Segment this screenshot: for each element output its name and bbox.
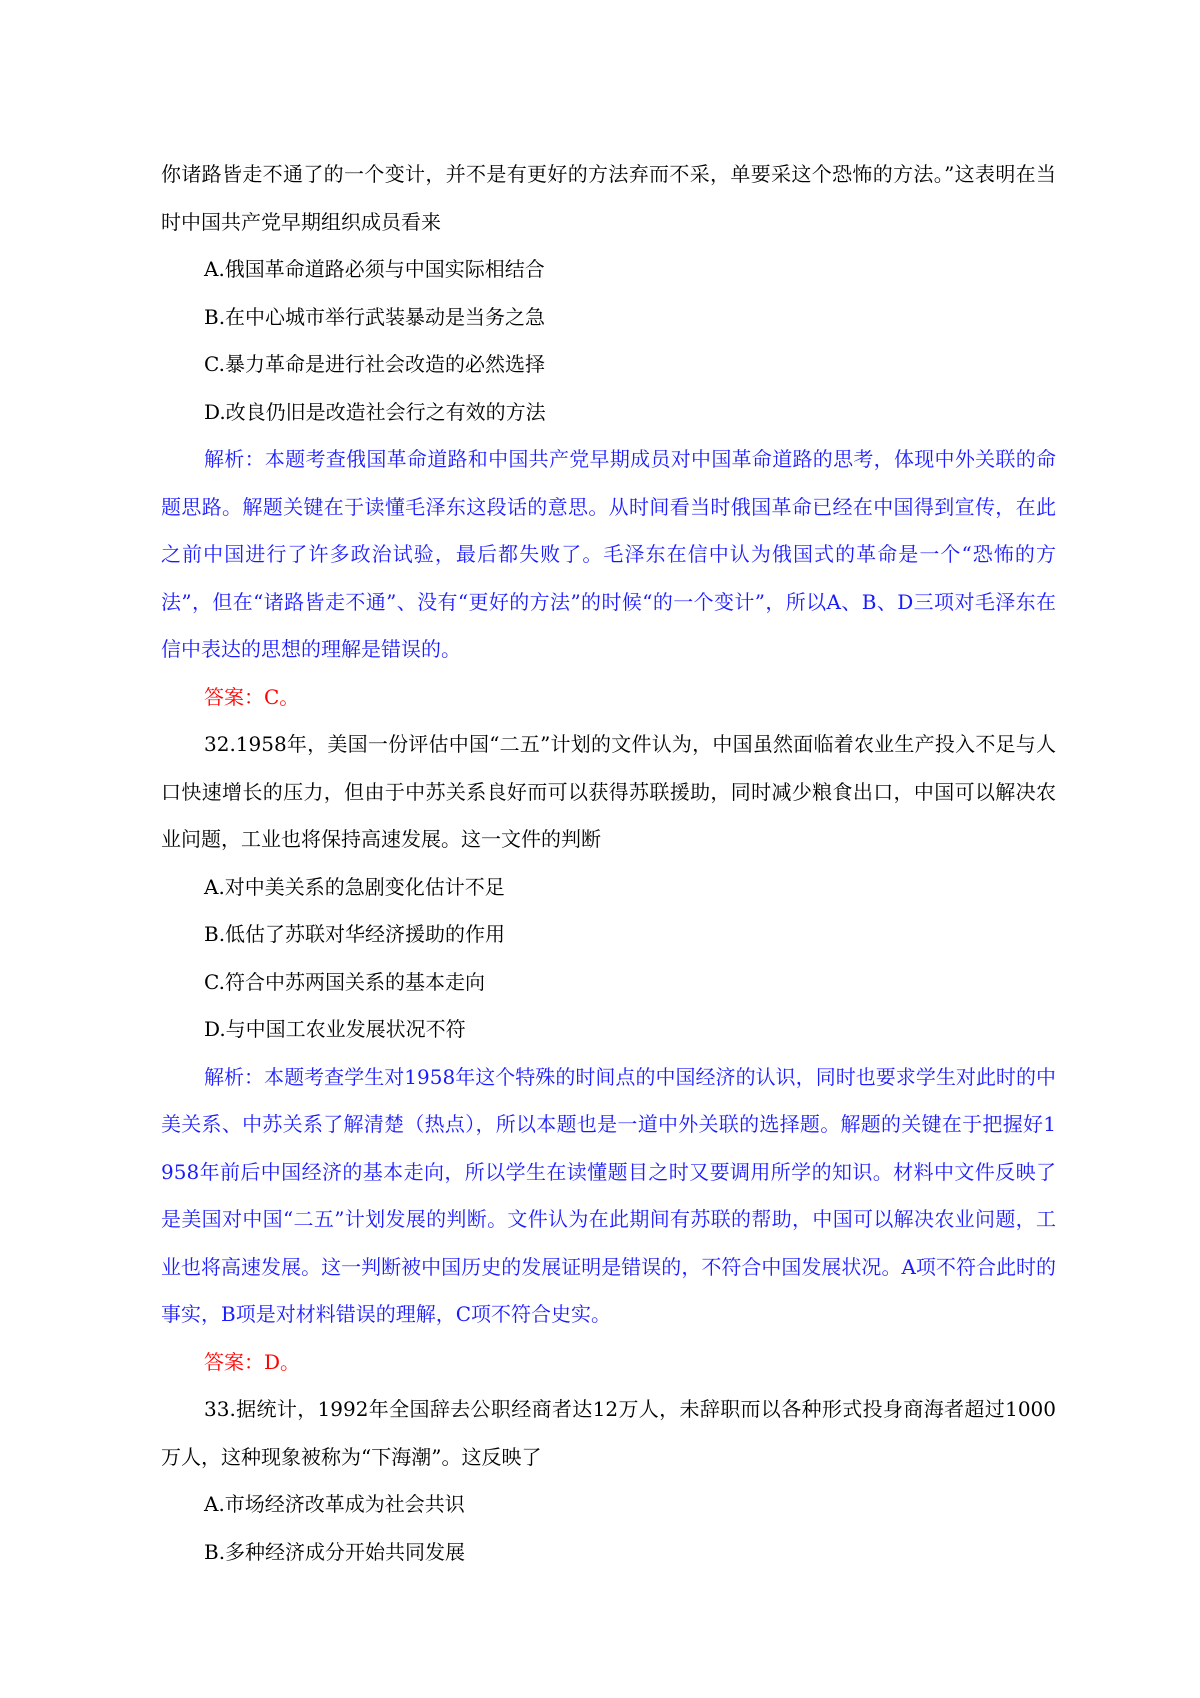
question-32-option-b: B.低估了苏联对华经济援助的作用 [204,922,506,946]
question-31-option-a: A.俄国革命道路必须与中国实际相结合 [204,257,545,281]
document-body [161,151,1056,1576]
question-32-analysis: 解析：本题考查学生对1958年这个特殊的时间点的中国经济的认识，同时也要求学生对此时的中美关系、中苏关系了解清楚（热点），所以本题也是一道中外关联的选择题。解题的关键在于把握好1958年前后中国经济的基本走向，所以学生在读懂题目之时又要调用所学的知识。材料中文件反映了是美国对中国“二五”计划发展的判断。文件认为在此期间有苏联的帮助，中国可以解决农业问题，工业也将高速发展。这一判断被中国历史的发展证明是错误的，不符合中国发展状况。A项不符合此时的事实，B项是对材料错误的理解，C项不符合史实。 [161,1064,1056,1326]
question-31-analysis: 解析：本题考查俄国革命道路和中国共产党早期成员对中国革命道路的思考，体现中外关联的命题思路。解题关键在于读懂毛泽东这段话的意思。从时间看当时俄国革命已经在中国得到宣传，在此之前中国进行了许多政治试验，最后都失败了。毛泽东在信中认为俄国式的革命是一个“恐怖的方法”，但在“诸路皆走不通”、没有“更好的方法”的时候“的一个变计”，所以A、B、D三项对毛泽东在信中表达的思想的理解是错误的。 [161,447,1056,661]
question-33-option-a: A.市场经济改革成为社会共识 [204,1492,465,1516]
question-32-option-c: C.符合中苏两国关系的基本走向 [204,969,485,994]
question-31-stem: 你诸路皆走不通了的一个变计，并不是有更好的方法弃而不采，单要采这个恐怖的方法。”这表明在当时中国共产党早期组织成员看来 [161,162,1056,234]
question-32-option-d: D.与中国工农业发展状况不符 [204,1017,466,1041]
question-33-option-b: B.多种经济成分开始共同发展 [204,1539,466,1564]
question-31-option-b: B.在中心城市举行武装暴动是当务之急 [204,304,546,329]
question-33-stem: 33.据统计，1992年全国辞去公职经商者达12万人，未辞职而以各种形式投身商海者超过1000万人，这种现象被称为“下海潮”。这反映了 [161,1397,1056,1469]
question-32-stem: 32.1958年，美国一份评估中国“二五”计划的文件认为，中国虽然面临着农业生产投入不足与人口快速增长的压力，但由于中苏关系良好而可以获得苏联援助，同时减少粮食出口，中国可以解决农业问题，工业也将保持高速发展。这一文件的判断 [161,732,1056,851]
question-32-answer: 答案：D。 [204,1349,301,1374]
question-31-answer: 答案：C。 [204,684,300,709]
question-32-option-a: A.对中美关系的急剧变化估计不足 [204,874,505,899]
question-31-option-c: C.暴力革命是进行社会改造的必然选择 [204,352,545,376]
question-31-option-d: D.改良仍旧是改造社会行之有效的方法 [204,399,546,424]
